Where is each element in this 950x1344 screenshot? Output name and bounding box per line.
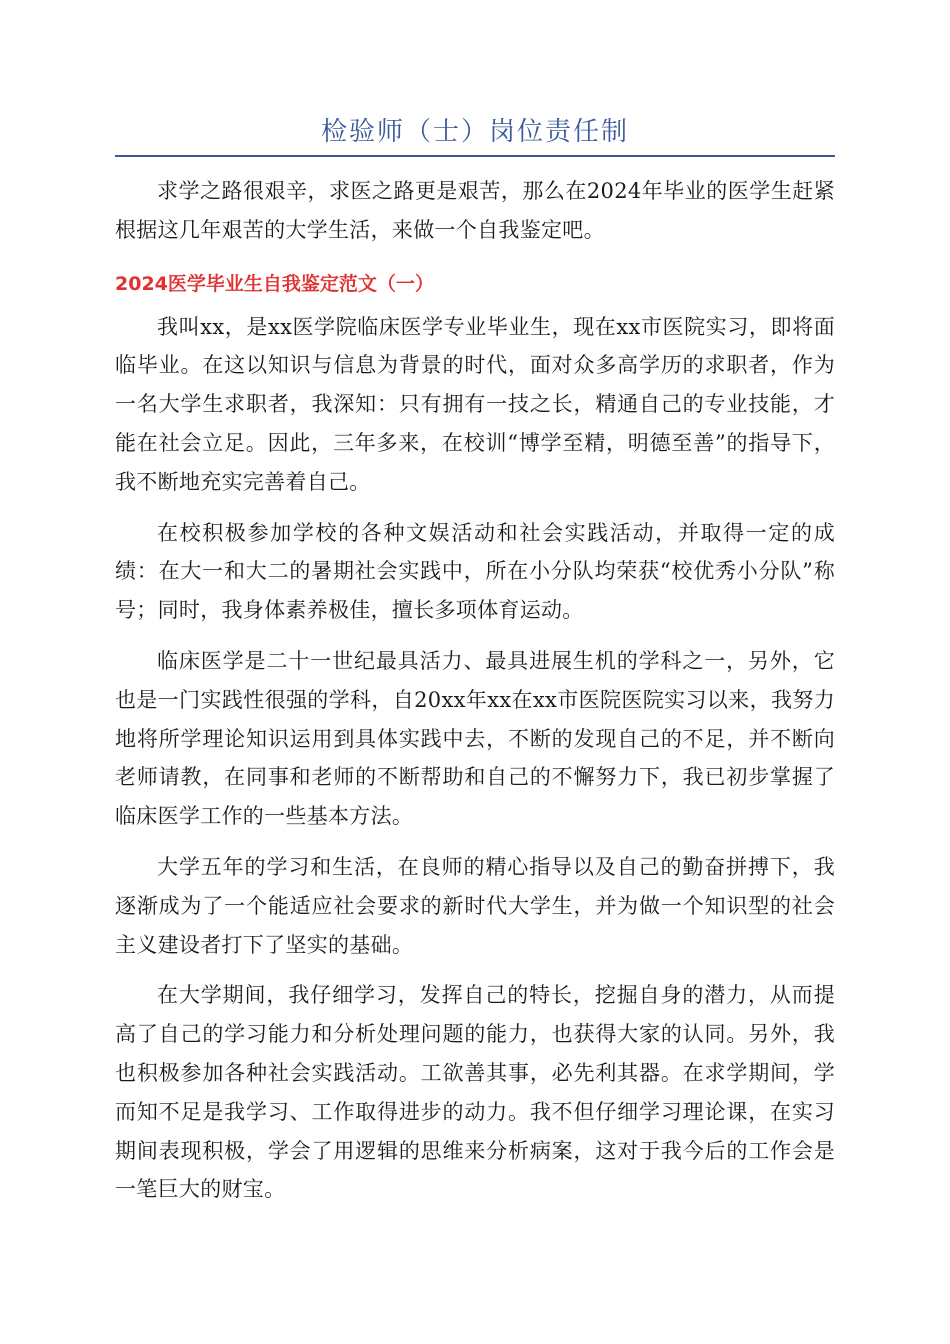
- body-paragraph-2: 在校积极参加学校的各种文娱活动和社会实践活动，并取得一定的成绩：在大一和大二的暑期社会实践中，所在小分队均荣获“校优秀小分队”称号；同时，我身体素养极佳，擅长多项体育运动。: [115, 520, 835, 623]
- section-heading: 2024医学毕业生自我鉴定范文（一）: [115, 272, 434, 295]
- document-title: 检验师（士）岗位责任制: [320, 117, 629, 147]
- intro-paragraph: 求学之路很艰辛，求医之路更是艰苦，那么在2024年毕业的医学生赶紧根据这几年艰苦的大学生活，来做一个自我鉴定吧。: [115, 179, 835, 242]
- title-underline: [115, 155, 835, 157]
- body-paragraph-1: 我叫xx，是xx医学院临床医学专业毕业生，现在xx市医院实习，即将面临毕业。在这以知识与信息为背景的时代，面对众多高学历的求职者，作为一名大学生求职者，我深知：只有拥有一技之长，精通自己的专业技能，才能在社会立足。因此，三年多来，在校训“博学至精，明德至善”的指导下，我不断地充实完善着自己。: [115, 314, 835, 494]
- document-body: [115, 172, 835, 1209]
- body-paragraph-3: 临床医学是二十一世纪最具活力、最具进展生机的学科之一，另外，它也是一门实践性很强的学科，自20xx年xx在xx市医院医院实习以来，我努力地将所学理论知识运用到具体实践中去，不断的发现自己的不足，并不断向老师请教，在同事和老师的不断帮助和自己的不懈努力下，我已初步掌握了临床医学工作的一些基本方法。: [115, 648, 835, 829]
- body-paragraph-4: 大学五年的学习和生活，在良师的精心指导以及自己的勤奋拼搏下，我逐渐成为了一个能适应社会要求的新时代大学生，并为做一个知识型的社会主义建设者打下了坚实的基础。: [115, 854, 835, 957]
- body-paragraph-5: 在大学期间，我仔细学习，发挥自己的特长，挖掘自身的潜力，从而提高了自己的学习能力和分析处理问题的能力，也获得大家的认同。另外，我也积极参加各种社会实践活动。工欲善其事，必先利其器。在求学期间，学而知不足是我学习、工作取得进步的动力。我不但仔细学习理论课，在实习期间表现积极，学会了用逻辑的思维来分析病案，这对于我今后的工作会是一笔巨大的财宝。: [115, 983, 835, 1202]
